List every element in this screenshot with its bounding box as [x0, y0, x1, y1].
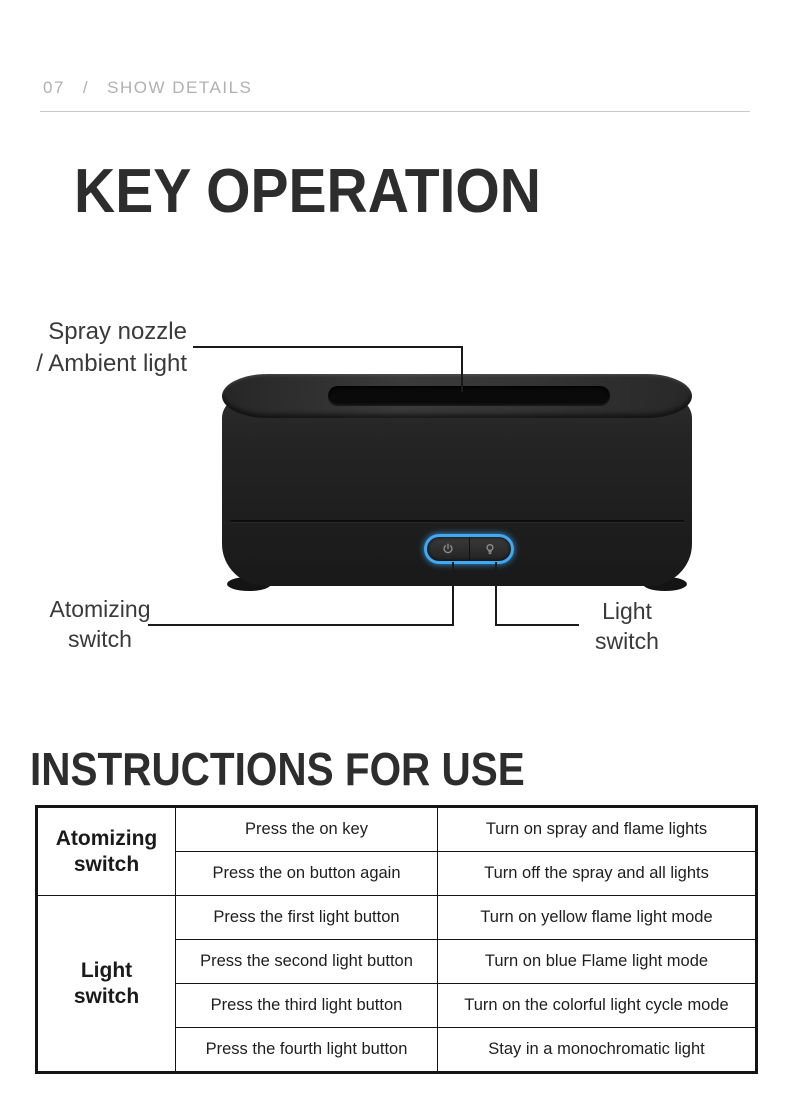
power-icon [442, 543, 454, 555]
page-title: KEY OPERATION [74, 157, 541, 226]
group-label-atomizing: Atomizing switch [37, 807, 176, 896]
table-row [37, 896, 757, 940]
result-cell: Stay in a monochromatic light [438, 1028, 757, 1073]
group-label-light: Light switch [37, 896, 176, 1073]
spray-callout-line-h [193, 346, 462, 348]
atomizing-callout-line-h [148, 624, 454, 626]
result-cell: Turn on yellow flame light mode [438, 896, 757, 940]
action-cell: Press the fourth light button [176, 1028, 438, 1073]
light-callout-line-v [495, 562, 497, 626]
atomizing-switch-label: Atomizing switch [49, 596, 151, 652]
atomizing-switch-button [427, 537, 469, 561]
spray-callout-line-v [461, 346, 463, 392]
header-divider [40, 111, 750, 112]
table-row [37, 807, 757, 852]
device-base-seam [230, 520, 684, 522]
page-header [43, 78, 252, 98]
light-icon [484, 543, 496, 555]
action-cell: Press the third light button [176, 984, 438, 1028]
spray-nozzle-slot [328, 386, 610, 406]
result-cell: Turn on spray and flame lights [438, 807, 757, 852]
page-number: 07 [43, 78, 65, 97]
result-cell: Turn on blue Flame light mode [438, 940, 757, 984]
control-button-panel [424, 534, 514, 564]
action-cell: Press the first light button [176, 896, 438, 940]
result-cell: Turn on the colorful light cycle mode [438, 984, 757, 1028]
instructions-heading: INSTRUCTIONS FOR USE [30, 743, 525, 795]
header-separator: / [82, 78, 90, 97]
result-cell: Turn off the spray and all lights [438, 852, 757, 896]
atomizing-callout-line-v [452, 562, 454, 626]
light-switch-button [470, 537, 512, 561]
instructions-table [35, 805, 758, 1074]
action-cell: Press the second light button [176, 940, 438, 984]
spray-nozzle-label: Spray nozzle / Ambient light [36, 318, 187, 377]
action-cell: Press the on button again [176, 852, 438, 896]
diffuser-device-image [222, 374, 692, 588]
section-label: SHOW DETAILS [107, 78, 253, 97]
light-switch-label: Light switch [595, 598, 659, 654]
action-cell: Press the on key [176, 807, 438, 852]
